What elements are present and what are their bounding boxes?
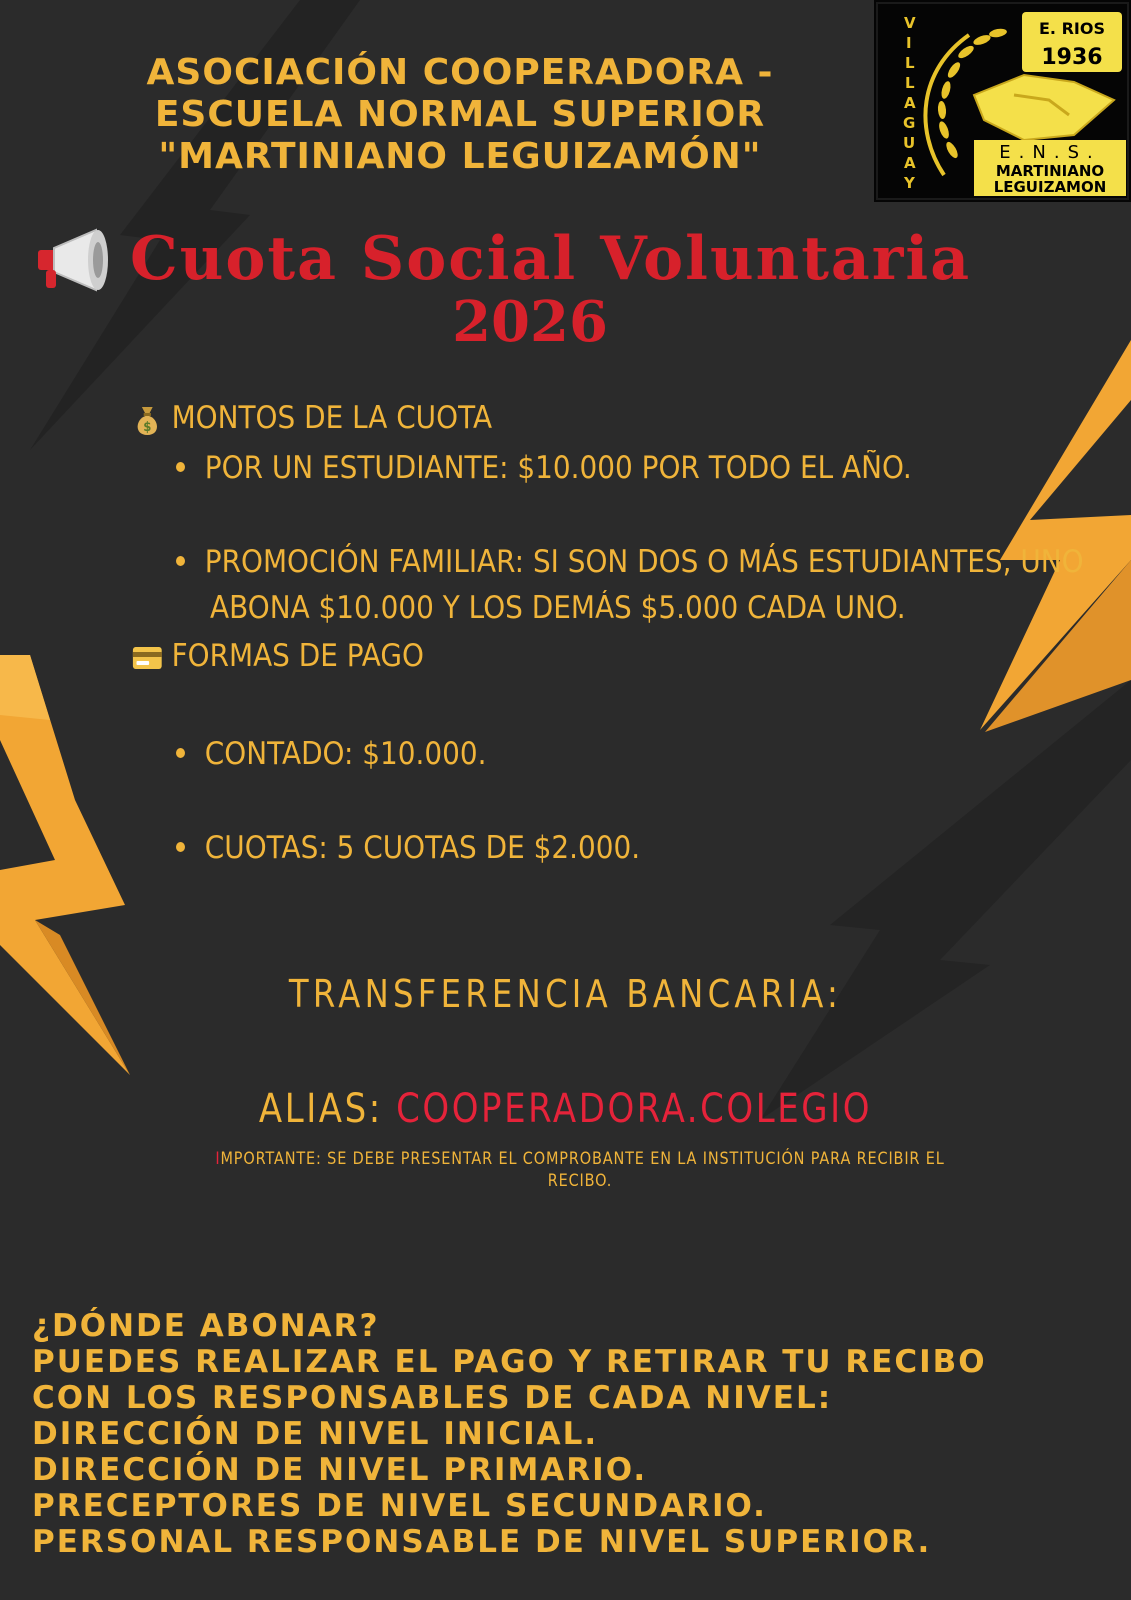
header-title-line: ESCUELA NORMAL SUPERIOR	[154, 94, 766, 135]
svg-text:E. RIOS: E. RIOS	[1039, 19, 1105, 38]
svg-text:LEGUIZAMON: LEGUIZAMON	[993, 178, 1107, 196]
school-logo	[874, 0, 1131, 202]
list-item-continuation: ABONA $10.000 Y LOS DEMÁS $5.000 CADA UNO.	[210, 590, 906, 626]
header-title	[40, 52, 880, 178]
svg-text:$: $	[143, 418, 152, 434]
donde-line: CON LOS RESPONSABLES DE CADA NIVEL:	[32, 1380, 833, 1416]
donde-line: PRECEPTORES DE NIVEL SECUNDARIO.	[32, 1488, 767, 1524]
cuota-year: 2026	[452, 289, 608, 355]
alias-label: ALIAS:	[258, 1086, 383, 1132]
transfer-heading: TRANSFERENCIA BANCARIA:	[288, 972, 843, 1016]
bullet-dot	[176, 462, 185, 472]
formas-heading-label: FORMAS DE PAGO	[171, 638, 424, 674]
important-initial: I	[215, 1149, 221, 1169]
donde-line: DIRECCIÓN DE NIVEL INICIAL.	[32, 1416, 599, 1452]
alias-line	[85, 1086, 1046, 1132]
formas-heading	[132, 636, 424, 676]
megaphone-icon	[34, 224, 114, 294]
bullet-dot	[176, 842, 185, 852]
header-title-line: ASOCIACIÓN COOPERADORA -	[146, 52, 774, 93]
alias-value: COOPERADORA.COLEGIO	[396, 1086, 873, 1132]
svg-text:V I L L A: V I L L A G U A Y	[903, 14, 916, 192]
donde-abonar	[32, 1308, 987, 1560]
money-bag-icon	[132, 403, 163, 437]
list-item: POR UN ESTUDIANTE: $10.000 POR TODO EL AÑO.	[176, 446, 912, 490]
donde-line: PERSONAL RESPONSABLE DE NIVEL SUPERIOR.	[32, 1524, 932, 1560]
montos-heading	[132, 398, 492, 438]
cuota-title: Cuota Social Voluntaria	[130, 224, 972, 294]
svg-text:MARTINIANO: MARTINIANO	[995, 162, 1105, 180]
svg-text:1936: 1936	[1041, 45, 1103, 70]
montos-heading-label: MONTOS DE LA CUOTA	[171, 400, 493, 436]
donde-line: PUEDES REALIZAR EL PAGO Y RETIRAR TU RECIBO	[32, 1344, 987, 1380]
logo-vertical-letter: V	[904, 14, 916, 32]
list-item: PROMOCIÓN FAMILIAR: SI SON DOS O MÁS ESTUDIANTES, UNO	[176, 540, 1084, 584]
donde-line: DIRECCIÓN DE NIVEL PRIMARIO.	[32, 1452, 648, 1488]
list-item: CUOTAS: 5 CUOTAS DE $2.000.	[176, 826, 640, 870]
header-title-line: "MARTINIANO LEGUIZAMÓN"	[158, 136, 762, 177]
bullet-dot	[176, 748, 185, 758]
important-note: IMPORTANTE: SE DEBE PRESENTAR EL COMPROBANTE EN LA INSTITUCIÓN PARA RECIBIR EL RECIBO.	[215, 1149, 945, 1191]
svg-text:E.N.S.: E.N.S.	[999, 142, 1101, 163]
bullet-dot	[176, 556, 185, 566]
credit-card-icon	[132, 643, 163, 673]
list-item: CONTADO: $10.000.	[176, 732, 487, 776]
donde-line: ¿DÓNDE ABONAR?	[32, 1308, 380, 1344]
